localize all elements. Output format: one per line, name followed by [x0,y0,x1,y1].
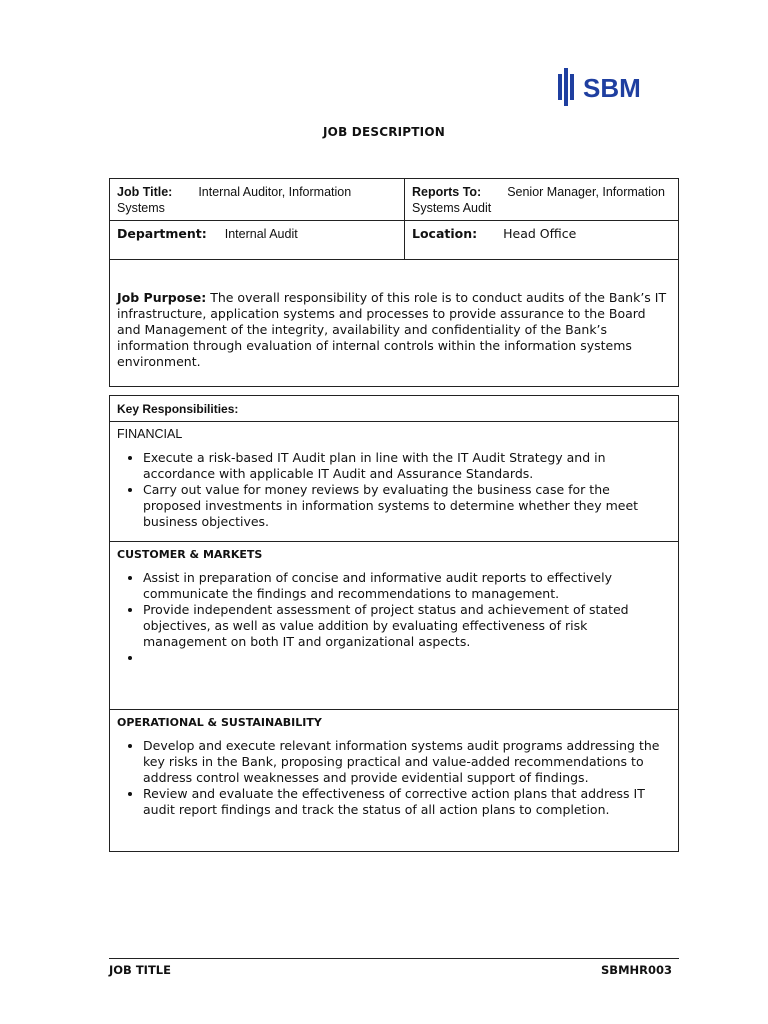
job-purpose-cell [110,260,679,387]
location-cell [405,221,679,260]
job-purpose-text: The overall responsibility of this role is to conduct audits of the Bank’s IT infrastructure, application systems and processes to provide assurance to the Board and Management of the integrity, availability and confidentiality of the Bank’s information through evaluation of internal controls within the information systems environment. [117,290,667,369]
footer-doc-code: SBMHR003 [601,963,672,977]
footer-divider [109,958,679,959]
list-item: • Provide independent assessment of project status and achievement of stated objectives, as well as value addition by evaluating effectiveness of risk management on both IT and organizational aspects. [143,602,671,650]
customer-list [117,570,671,666]
financial-title: FINANCIAL [117,427,183,441]
reports-to-value: Senior Manager, Information Systems Audit [412,185,665,215]
reports-to-cell [405,179,679,221]
department-label: Department: [117,226,207,241]
operational-section [110,710,679,852]
job-header-table [109,178,679,387]
location-value: Head Office [503,226,577,241]
department-cell [110,221,405,260]
financial-section [110,422,679,542]
department-value: Internal Audit [224,227,298,241]
list-item: • Review and evaluate the effectiveness of corrective action plans that address IT audit report findings and track the status of all action plans to completion. [143,786,671,818]
responsibilities-heading: Key Responsibilities: [117,402,239,416]
financial-list [117,450,671,530]
list-item: • Assist in preparation of concise and informative audit reports to effectively communicate the findings and recommendations to management. [143,570,671,602]
customer-section [110,542,679,710]
page-title: JOB DESCRIPTION [323,125,445,139]
job-title-value: Internal Auditor, Information Systems [117,185,352,215]
responsibilities-heading-cell [110,396,679,422]
location-label: Location: [412,226,478,241]
job-title-label: Job Title: [117,185,173,199]
list-item: • Carry out value for money reviews by evaluating the business case for the proposed investments in information systems to determine whether they meet business objectives. [143,482,671,530]
customer-title: CUSTOMER & MARKETS [117,548,263,561]
list-item: • Develop and execute relevant information systems audit programs addressing the key risks in the Bank, proposing practical and value-added recommendations to address control weaknesses and provide evidential support of findings. [143,738,671,786]
list-item [143,650,671,666]
list-item: • Execute a risk-based IT Audit plan in line with the IT Audit Strategy and in accordance with applicable IT Audit and Assurance Standards. [143,450,671,482]
footer-job-title: JOB TITLE [109,963,171,977]
job-title-cell [110,179,405,221]
job-purpose-label: Job Purpose: [117,290,207,305]
operational-title: OPERATIONAL & SUSTAINABILITY [117,716,322,729]
operational-list [117,738,671,818]
logo-text: SBM [583,73,641,103]
sbm-logo [556,66,656,108]
reports-to-label: Reports To: [412,185,482,199]
responsibilities-table [109,395,679,852]
